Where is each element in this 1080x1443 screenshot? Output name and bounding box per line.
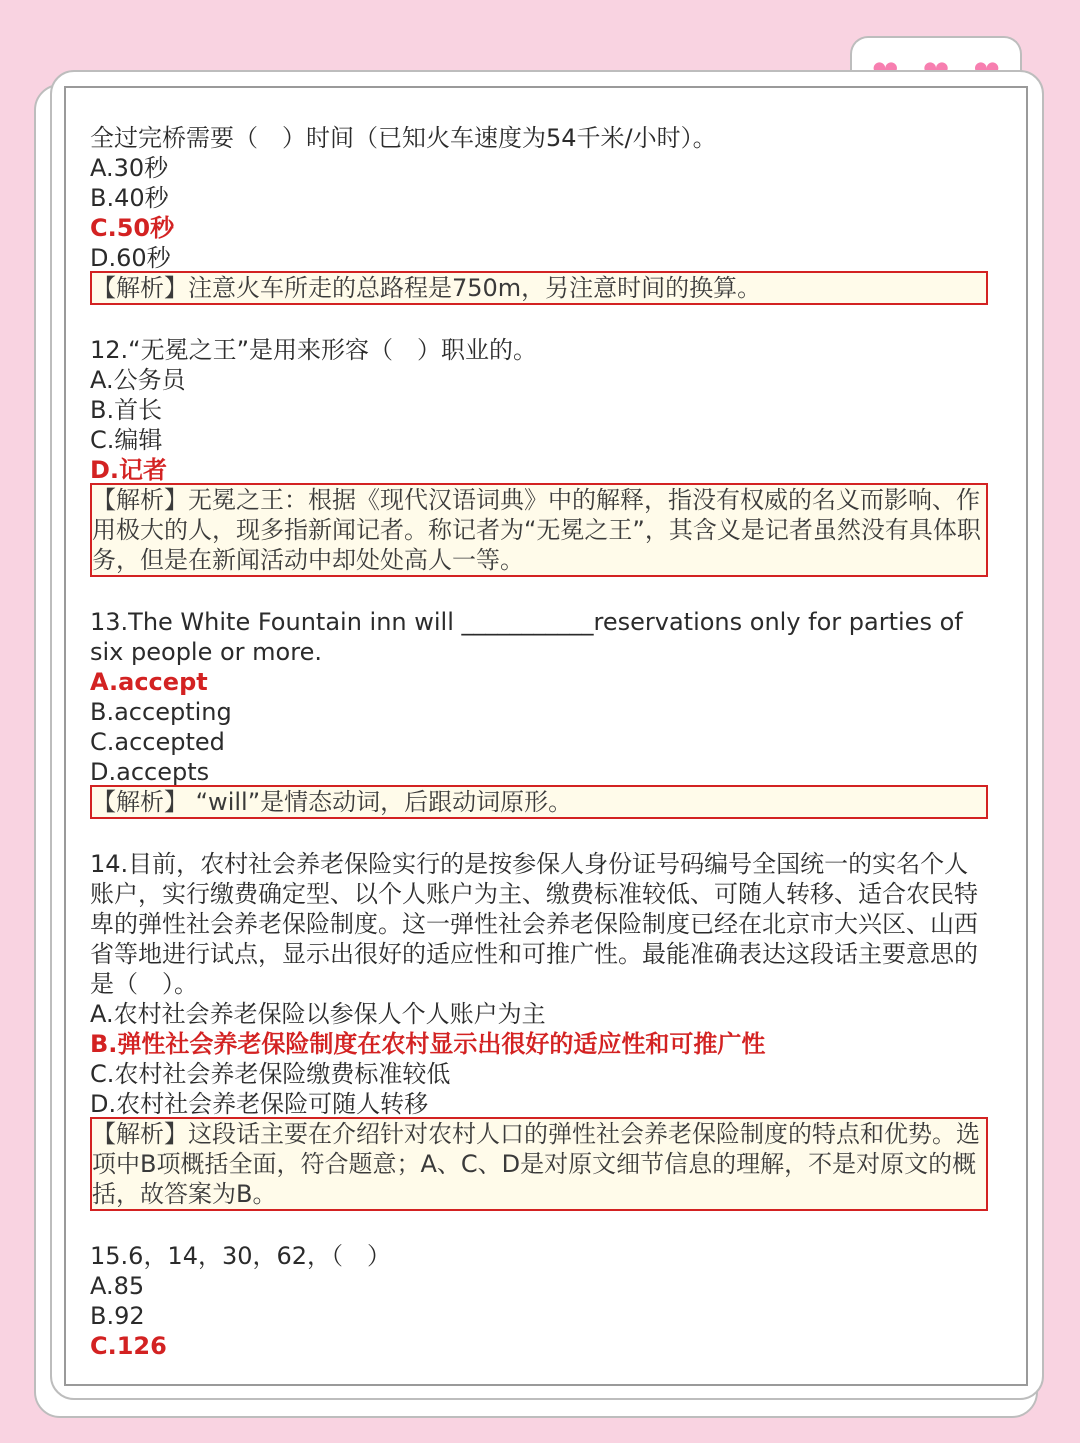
option: C.编辑 bbox=[90, 426, 163, 454]
option: D.60秒 bbox=[90, 244, 171, 272]
question-list bbox=[90, 123, 988, 1361]
option: A.85 bbox=[90, 1272, 145, 1300]
option: C.农村社会养老保险缴费标准较低 bbox=[90, 1060, 451, 1088]
option: B.92 bbox=[90, 1302, 145, 1330]
option: B.accepting bbox=[90, 698, 232, 726]
correct-option: B.弹性社会养老保险制度在农村显示出很好的适应性和可推广性 bbox=[90, 1030, 766, 1058]
correct-option: A.accept bbox=[90, 668, 208, 696]
option: B.40秒 bbox=[90, 184, 169, 212]
explanation-box: 【解析】无冕之王：根据《现代汉语词典》中的解释，指没有权威的名义而影响、作用极大的人，现多指新闻记者。称记者为“无冕之王”，其含义是记者虽然没有具体职务，但是在新闻活动中却处处高人一等。 bbox=[90, 483, 988, 577]
explanation-box: 【解析】注意火车所走的总路程是750m，另注意时间的换算。 bbox=[90, 271, 988, 305]
question-stem: 13.The White Fountain inn will ___________reservations only for parties of six people or more. bbox=[90, 608, 963, 666]
question-stem: 15.6，14，30，62，（ ） bbox=[90, 1242, 392, 1270]
correct-option: C.126 bbox=[90, 1332, 167, 1360]
question-stem: 14.目前，农村社会养老保险实行的是按参保人身份证号码编号全国统一的实名个人账户，实行缴费确定型、以个人账户为主、缴费标准较低、可随人转移、适合农民特卑的弹性社会养老保险制度。这一弹性社会养老保险制度已经在北京市大兴区、山西省等地进行试点，显示出很好的适应性和可推广性。最能准确表达这段话主要意思的是（ ）。 bbox=[90, 850, 978, 998]
explanation-box: 【解析】 “will”是情态动词，后跟动词原形。 bbox=[90, 785, 988, 819]
correct-option: D.记者 bbox=[90, 456, 168, 484]
question-stem: 全过完桥需要（ ）时间（已知火车速度为54千米/小时）。 bbox=[90, 124, 717, 152]
correct-option: C.50秒 bbox=[90, 214, 175, 242]
option: D.农村社会养老保险可随人转移 bbox=[90, 1090, 429, 1118]
option: B.首长 bbox=[90, 396, 163, 424]
option: A.农村社会养老保险以参保人个人账户为主 bbox=[90, 1000, 546, 1028]
option: C.accepted bbox=[90, 728, 225, 756]
explanation-box: 【解析】这段话主要在介绍针对农村人口的弹性社会养老保险制度的特点和优势。选项中B项概括全面，符合题意；A、C、D是对原文细节信息的理解，不是对原文的概括，故答案为B。 bbox=[90, 1117, 988, 1211]
option: A.30秒 bbox=[90, 154, 169, 182]
option: A.公务员 bbox=[90, 366, 186, 394]
option: D.accepts bbox=[90, 758, 210, 786]
question-stem: 12.“无冕之王”是用来形容（ ）职业的。 bbox=[90, 336, 538, 364]
